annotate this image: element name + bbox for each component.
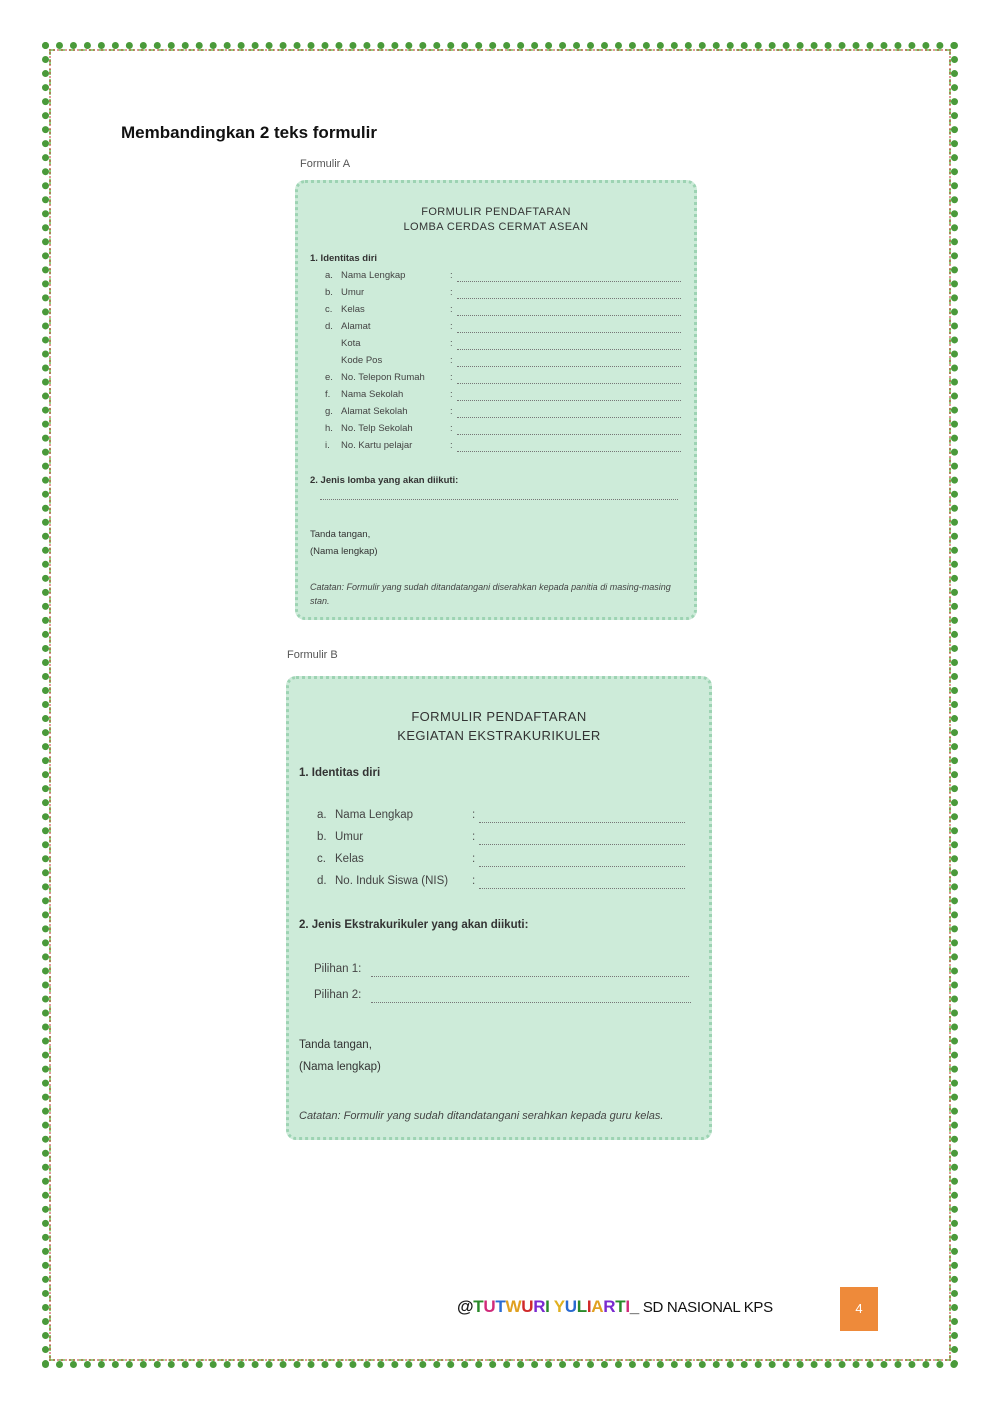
form-b-signature: Tanda tangan,	[299, 1039, 372, 1051]
form-field-input-line[interactable]	[479, 822, 685, 823]
form-field-letter: e.	[325, 372, 333, 383]
footer-letter: I	[545, 1297, 550, 1316]
form-field-colon: :	[472, 853, 476, 865]
form-b-choice2-label: Pilihan 2:	[314, 989, 362, 1001]
form-field-label: Nama Lengkap	[335, 809, 413, 821]
form-field-label: Kelas	[335, 853, 364, 865]
footer-letter: T	[615, 1297, 626, 1316]
form-field-colon: :	[450, 355, 453, 366]
form-a-signature-name: (Nama lengkap)	[310, 546, 378, 557]
footer-credit	[457, 1297, 773, 1317]
form-field-colon: :	[450, 338, 453, 349]
form-field-label: Umur	[335, 831, 364, 843]
form-field-letter: b.	[325, 287, 333, 298]
form-field-label: No. Induk Siswa (NIS)	[335, 875, 449, 887]
form-field-colon: :	[472, 875, 476, 887]
form-b-title-line1: FORMULIR PENDAFTARAN	[411, 709, 587, 724]
footer-letter: W	[505, 1297, 522, 1316]
document-title: Membandingkan 2 teks formulir	[121, 123, 377, 142]
form-field-colon: :	[450, 304, 453, 315]
form-a-signature: Tanda tangan,	[310, 529, 371, 540]
form-field-row	[325, 338, 361, 349]
form-field-input-line[interactable]	[479, 888, 685, 889]
form-a-section1: 1. Identitas diri	[310, 253, 378, 264]
form-field-row	[325, 389, 403, 400]
form-field-input-line[interactable]	[457, 434, 681, 435]
form-b-note: Catatan: Formulir yang sudah ditandatangani serahkan kepada guru kelas.	[299, 1110, 664, 1122]
form-field-letter: i.	[325, 440, 330, 451]
form-b-section1: 1. Identitas diri	[299, 767, 381, 779]
form-field-input-line[interactable]	[457, 332, 681, 333]
form-field-row	[317, 831, 363, 843]
form-a-note: Catatan: Formulir yang sudah ditandatangani diserahkan kepada panitia di masing-masing stan.	[310, 582, 671, 606]
form-field-colon: :	[450, 389, 453, 400]
form-field-label: Alamat	[341, 321, 371, 332]
form-field-row	[317, 809, 413, 821]
form-field-letter: b.	[317, 831, 327, 843]
footer-school: SD NASIONAL KPS	[638, 1299, 773, 1316]
footer-letter: I	[625, 1297, 630, 1316]
form-field-colon: :	[450, 440, 453, 451]
form-field-input-line[interactable]	[457, 451, 681, 452]
form-b-signature-name: (Nama lengkap)	[299, 1061, 381, 1073]
form-field-letter: f.	[325, 389, 331, 400]
footer-letter: Y	[553, 1297, 565, 1316]
form-field-colon: :	[450, 406, 453, 417]
form-field-input-line[interactable]	[457, 417, 681, 418]
form-field-input-line[interactable]	[457, 383, 681, 384]
form-field-input-line[interactable]	[479, 844, 685, 845]
form-field-colon: :	[450, 321, 453, 332]
form-field-input-line[interactable]	[457, 400, 681, 401]
form-a-title-line1: FORMULIR PENDAFTARAN	[421, 206, 571, 218]
form-field-colon: :	[450, 423, 453, 434]
footer-letter: T	[473, 1297, 484, 1316]
form-field-input-line[interactable]	[479, 866, 685, 867]
form-b-choice1-line[interactable]	[371, 976, 689, 977]
form-field-row	[317, 853, 364, 865]
form-field-row	[325, 406, 408, 417]
form-field-input-line[interactable]	[457, 315, 681, 316]
footer-letter: U	[483, 1297, 496, 1316]
form-field-label: No. Telp Sekolah	[341, 423, 413, 434]
footer-author	[457, 1297, 639, 1316]
form-field-row	[325, 372, 425, 383]
form-field-letter: h.	[325, 423, 333, 434]
form-b-choice1-label: Pilihan 1:	[314, 963, 362, 975]
form-a-lomba-line[interactable]	[320, 499, 678, 500]
form-field-label: Kode Pos	[341, 355, 383, 366]
form-field-label: Nama Sekolah	[341, 389, 404, 400]
form-field-letter: d.	[317, 875, 327, 887]
form-b-choice2-line[interactable]	[371, 1002, 691, 1003]
footer-letter: L	[576, 1297, 587, 1316]
form-field-letter: a.	[317, 809, 327, 821]
form-field-letter: c.	[317, 853, 326, 865]
form-field-row	[325, 321, 371, 332]
footer-letter: R	[603, 1297, 616, 1316]
footer-letter: A	[591, 1297, 604, 1316]
form-field-row	[325, 270, 405, 281]
footer-letter: _	[629, 1297, 639, 1316]
form-field-row	[317, 875, 448, 887]
footer-letter: R	[533, 1297, 546, 1316]
footer-letter: T	[495, 1297, 506, 1316]
form-field-row	[325, 355, 382, 366]
form-field-letter: d.	[325, 321, 333, 332]
form-field-label: Umur	[341, 287, 365, 298]
form-a-section2: 2. Jenis lomba yang akan diikuti:	[310, 475, 459, 486]
form-field-label: Kota	[341, 338, 361, 349]
form-a-title-line2: LOMBA CERDAS CERMAT ASEAN	[403, 221, 589, 233]
footer-letter: U	[521, 1297, 534, 1316]
page-number: 4	[840, 1287, 878, 1331]
form-field-colon: :	[450, 287, 453, 298]
form-field-input-line[interactable]	[457, 298, 681, 299]
form-field-label: No. Telepon Rumah	[341, 372, 425, 383]
form-b-section2: 2. Jenis Ekstrakurikuler yang akan diikuti:	[299, 919, 529, 931]
form-a	[295, 180, 697, 620]
footer-letter: @	[457, 1297, 474, 1316]
form-field-colon: :	[450, 372, 453, 383]
form-field-row	[325, 440, 412, 451]
form-field-input-line[interactable]	[457, 366, 681, 367]
form-field-colon: :	[472, 831, 476, 843]
form-field-colon: :	[472, 809, 476, 821]
form-field-label: Nama Lengkap	[341, 270, 406, 281]
form-field-input-line[interactable]	[457, 349, 681, 350]
form-field-letter: a.	[325, 270, 333, 281]
form-b	[286, 676, 712, 1140]
form-field-label: Kelas	[341, 304, 365, 315]
form-field-row	[325, 423, 413, 434]
form-field-colon: :	[450, 270, 453, 281]
form-field-letter: g.	[325, 406, 333, 417]
form-field-row	[325, 304, 365, 315]
form-b-title-line2: KEGIATAN EKSTRAKURIKULER	[397, 728, 601, 743]
form-field-input-line[interactable]	[457, 281, 681, 282]
form-field-row	[325, 287, 364, 298]
form-field-letter: c.	[325, 304, 333, 315]
form-a-caption: Formulir A	[300, 158, 351, 170]
form-field-label: No. Kartu pelajar	[341, 440, 413, 451]
footer-letter: U	[564, 1297, 577, 1316]
footer-letter: I	[586, 1297, 592, 1316]
form-b-caption: Formulir B	[287, 649, 338, 661]
form-field-label: Alamat Sekolah	[341, 406, 408, 417]
